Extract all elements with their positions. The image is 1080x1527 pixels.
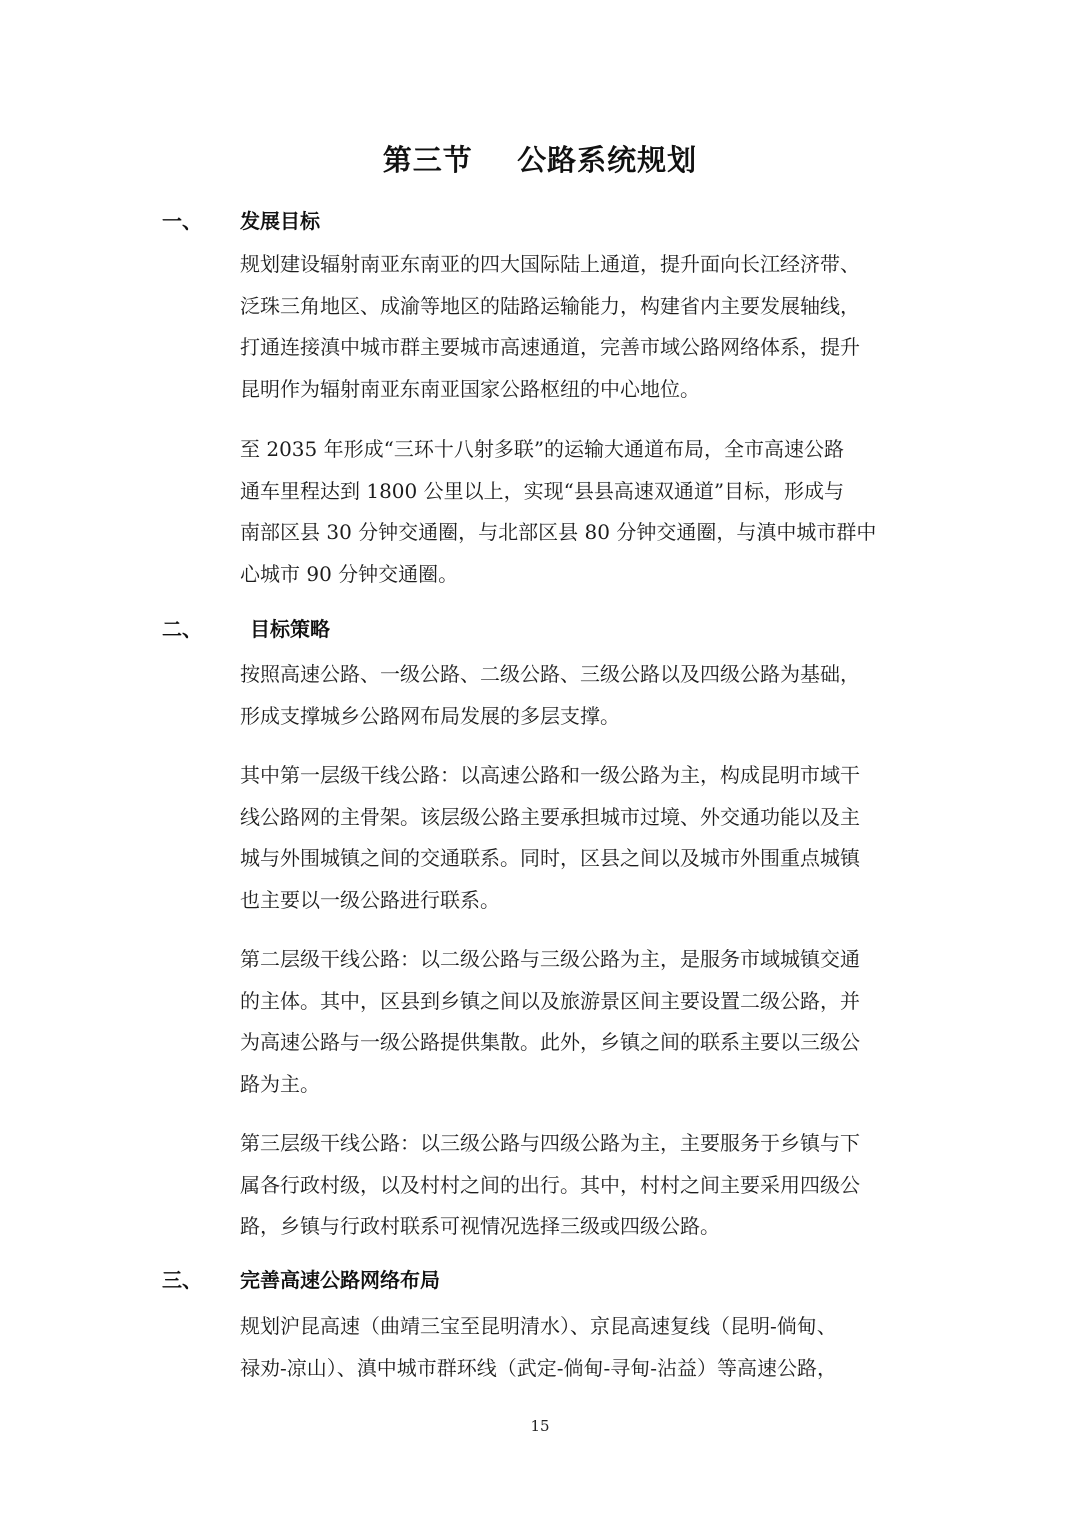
- section-number: 二、: [162, 617, 202, 641]
- text-line: 打通连接滇中城市群主要城市高速通道，完善市域公路网络体系，提升: [240, 335, 860, 359]
- text-line: 形成支撑城乡公路网布局发展的多层支撑。: [240, 703, 620, 728]
- text-line: 路为主。: [240, 1071, 320, 1096]
- text-line: 城与外围城镇之间的交通联系。同时，区县之间以及城市外围重点城镇: [240, 846, 860, 870]
- paragraph: [240, 1123, 910, 1248]
- text-line: 心城市 90 分钟交通圈。: [240, 561, 459, 586]
- section-heading-2: [0, 613, 1080, 645]
- text-line: 的主体。其中，区县到乡镇之间以及旅游景区间主要设置二级公路，并: [240, 988, 860, 1013]
- paragraph: [240, 244, 910, 410]
- text-line: 昆明作为辐射南亚东南亚国家公路枢纽的中心地位。: [240, 376, 700, 401]
- text-line: 其中第一层级干线公路：以高速公路和一级公路为主，构成昆明市域干: [240, 763, 860, 787]
- text-line: 规划建设辐射南亚东南亚的四大国际陆上通道，提升面向长江经济带、: [240, 252, 860, 276]
- section-heading-3: [0, 1264, 1080, 1296]
- text-line: 规划沪昆高速（曲靖三宝至昆明清水）、京昆高速复线（昆明-倘甸、: [240, 1314, 837, 1338]
- text-line: 为高速公路与一级公路提供集散。此外，乡镇之间的联系主要以三级公: [240, 1030, 860, 1054]
- page-number: 15: [530, 1417, 550, 1435]
- section-heading-1: [0, 205, 1080, 237]
- paragraph: [240, 429, 910, 595]
- text-line: 南部区县 30 分钟交通圈，与北部区县 80 分钟交通圈，与滇中城市群中: [240, 520, 877, 544]
- paragraph: [240, 654, 910, 737]
- text-line: 通车里程达到 1800 公里以上，实现“县县高速双通道”目标，形成与: [240, 478, 845, 503]
- text-line: 第二层级干线公路：以二级公路与三级公路为主，是服务市域城镇交通: [240, 947, 860, 971]
- paragraph: [240, 755, 910, 921]
- page-title: 第三节 公路系统规划: [382, 143, 698, 177]
- section-number: 一、: [162, 209, 202, 233]
- text-line: 按照高速公路、一级公路、二级公路、三级公路以及四级公路为基础，: [240, 662, 860, 686]
- text-line: 泛珠三角地区、成渝等地区的陆路运输能力，构建省内主要发展轴线，: [240, 293, 860, 318]
- text-line: 禄劝-凉山）、滇中城市群环线（武定-倘甸-寻甸-沾益）等高速公路，: [240, 1355, 838, 1380]
- text-line: 线公路网的主骨架。该层级公路主要承担城市过境、外交通功能以及主: [240, 804, 860, 829]
- text-line: 属各行政村级，以及村村之间的出行。其中，村村之间主要采用四级公: [240, 1172, 860, 1197]
- text-line: 至 2035 年形成“三环十八射多联”的运输大通道布局，全市高速公路: [240, 437, 845, 461]
- text-line: 路，乡镇与行政村联系可视情况选择三级或四级公路。: [240, 1214, 720, 1238]
- section-title: 发展目标: [240, 209, 320, 233]
- section-title: 目标策略: [250, 617, 330, 641]
- section-number: 三、: [162, 1268, 202, 1292]
- text-line: 第三层级干线公路：以三级公路与四级公路为主，主要服务于乡镇与下: [240, 1131, 860, 1155]
- section-title: 完善高速公路网络布局: [240, 1268, 440, 1292]
- paragraph: [240, 939, 910, 1105]
- paragraph: [240, 1306, 910, 1389]
- text-line: 也主要以一级公路进行联系。: [240, 887, 500, 912]
